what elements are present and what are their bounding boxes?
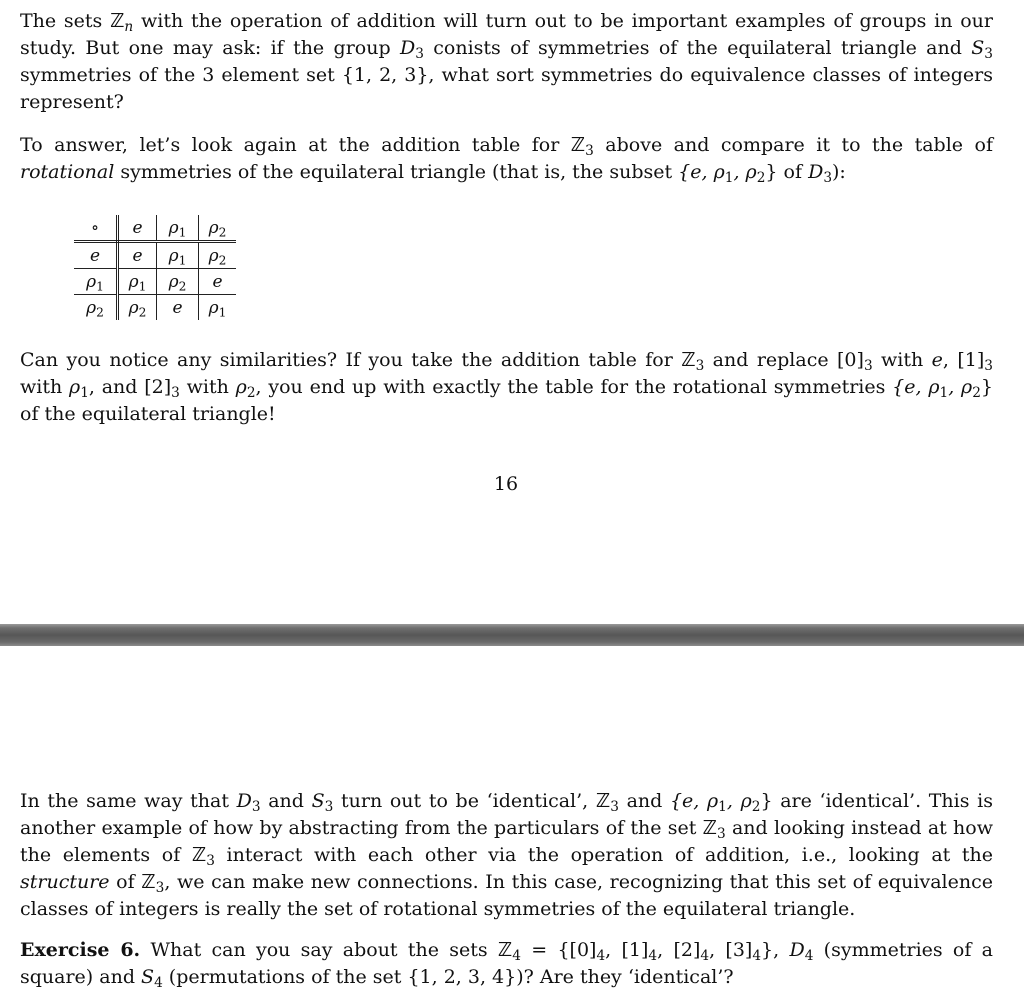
page-lower — [0, 646, 1024, 997]
table-cell: $\rho_1$ — [157, 242, 199, 269]
rotation-cayley-table — [74, 215, 236, 320]
table-cell: $\rho_1$ — [208, 297, 227, 319]
table-cell: $\rho_2$ — [118, 295, 157, 321]
table-row-label: $\rho_2$ — [74, 295, 118, 321]
table-cell: e — [199, 269, 237, 295]
table-row-label: e — [74, 242, 118, 269]
paragraph-zn-groups: The sets ℤ$_n$ with the operation of addition will turn out to be important examples of groups in our study. But one may ask: if the group $D_3$ conists of symmetries of the equilateral triangle and $S_3$ symmetries of the 3 element set {1, 2, 3}, what sort symmetries do equivalence classes of integers represent? — [20, 10, 993, 113]
table-row — [74, 269, 236, 295]
table-row-label: $\rho_1$ — [74, 269, 118, 295]
paragraph-identical-structures: In the same way that $D_3$ and $S_3$ turn out to be ‘identical’, ℤ$_3$ and {e, $\rho_1$, $\rho_2$} are ‘identical’. This is another example of how by abstracting from the particulars of the set ℤ$_3$ and looking instead at how the elements of ℤ$_3$ interact with each other via the operation of addition, i.e., looking at the structure of ℤ$_3$, we can make new connections. In this case, recognizing that this set of equivalence classes of integers is really the set of rotational symmetries of the equilateral triangle. — [20, 790, 994, 920]
table-cell: e — [157, 295, 199, 321]
table-cell: $\rho_1$ — [118, 269, 157, 295]
table-header-cell: $\rho_1$ — [157, 215, 199, 242]
page-break-divider — [0, 624, 1024, 646]
table-header-cell: e — [118, 215, 157, 242]
table-header-row — [74, 215, 236, 242]
table-row — [74, 295, 236, 321]
paragraph-compare-tables: To answer, let’s look again at the addition table for ℤ$_3$ above and compare it to the table of rotational symmetries of the equilateral triangle (that is, the subset {e, $\rho_1$, $\rho_2$} of $D_3$): — [20, 134, 993, 186]
table-cell: $\rho_2$ — [157, 269, 199, 295]
table-row — [74, 242, 236, 269]
table-cell: $\rho_2$ — [199, 242, 237, 269]
paragraph-similarities: Can you notice any similarities? If you take the addition table for ℤ$_3$ and replace $[0]_3$ with e, $[1]_3$ with $\rho_1$, and $[2]_3$ with $\rho_2$, you end up with exactly the table for the rotational symmetries {e, $\rho_1$, $\rho_2$} of the equilateral triangle! — [20, 349, 993, 425]
table-cell: e — [118, 242, 157, 269]
table-header-cell: $\rho_2$ — [199, 215, 237, 242]
page-number: 16 — [493, 473, 519, 495]
operation-symbol: ∘ — [74, 215, 118, 242]
exercise-6: Exercise 6. What can you say about the sets ℤ$_4$ = {$[0]_4$, $[1]_4$, $[2]_4$, $[3]_4$}, $D_4$ (symmetries of a square) and $S_4$ (permutations of the set {1, 2, 3, 4})? Are they ‘identical’? — [20, 939, 994, 991]
exercise-label: Exercise 6. — [20, 939, 141, 961]
